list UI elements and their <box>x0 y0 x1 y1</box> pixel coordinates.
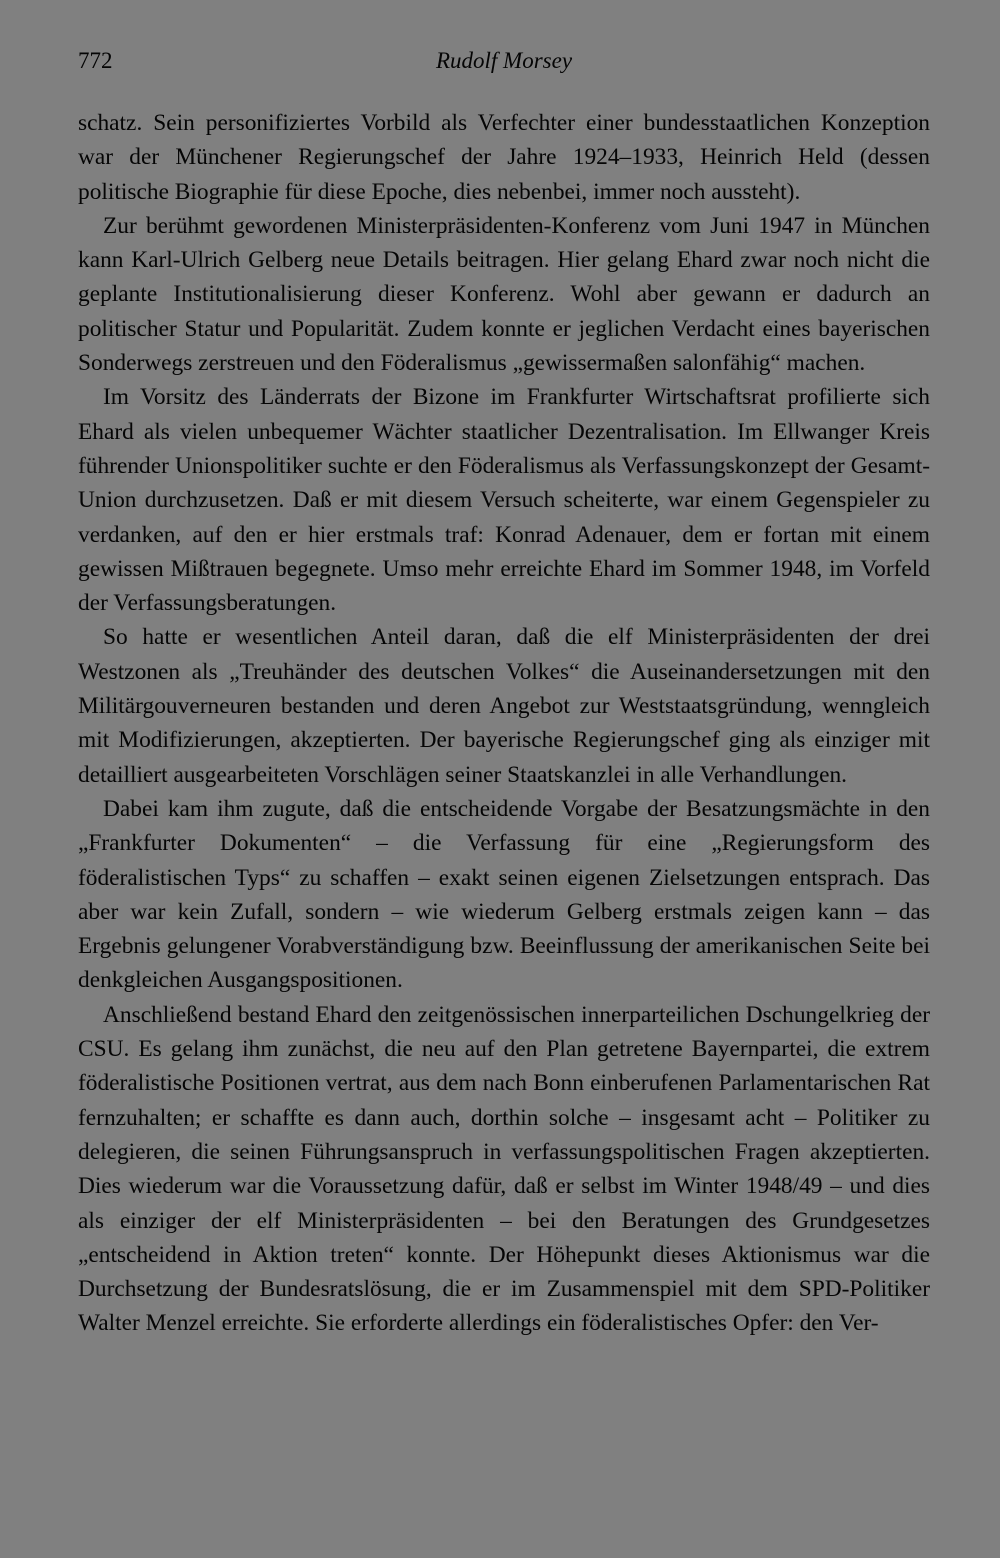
page-number: 772 <box>78 48 113 73</box>
page-header <box>78 44 930 78</box>
running-title: Rudolf Morsey <box>435 48 573 73</box>
paragraph-6: Anschließend bestand Ehard den zeitgenössischen innerparteilichen Dschungelkrieg der CSU. Es gelang ihm zunächst, die neu auf den Plan getretene Bayernpartei, die extrem föderalistische Positionen vertrat, aus dem nach Bonn einberufenen Parlamentarischen Rat fernzuhalten; er schaffte es dann auch, dorthin solche – insgesamt acht – Politiker zu delegieren, die seinen Führungsanspruch in verfassungspolitischen Fragen akzeptierten. Dies wiederum war die Voraussetzung dafür, daß er selbst im Winter 1948/49 – und dies als einziger der elf Ministerpräsidenten – bei den Beratungen des Grundgesetzes „entscheidend in Aktion treten“ konnte. Der Höhepunkt dieses Aktionismus war die Durchsetzung der Bundesratslösung, die er im Zusammenspiel mit dem SPD-Politiker Walter Menzel erreichte. Sie erforderte allerdings ein föderalistisches Opfer: den Ver- <box>78 1001 930 1337</box>
paragraph-1: schatz. Sein personifiziertes Vorbild als Verfechter einer bundesstaatlichen Konzeption war der Münchener Regierungschef der Jahre 1924–1933, Heinrich Held (dessen politische Biographie für diese Epoche, dies nebenbei, immer noch aussteht). <box>78 110 930 205</box>
paragraph-2: Zur berühmt gewordenen Ministerpräsidenten-Konferenz vom Juni 1947 in München kann Karl-Ulrich Gelberg neue Details beitragen. Hier gelang Ehard zwar noch nicht die geplante Institutionalisierung dieser Konferenz. Wohl aber gewann er dadurch an politischer Statur und Popularität. Zudem konnte er jeglichen Verdacht eines bayerischen Sonderwegs zerstreuen und den Föderalismus „gewissermaßen salonfähig“ machen. <box>78 212 930 377</box>
paragraph-3: Im Vorsitz des Länderrats der Bizone im Frankfurter Wirtschaftsrat profilierte sich Ehard als vielen unbequemer Wächter staatlicher Dezentralisation. Im Ellwanger Kreis führender Unionspolitiker suchte er den Föderalismus als Verfassungskonzept der Gesamt-Union durchzusetzen. Daß er mit diesem Versuch scheiterte, war einem Gegenspieler zu verdanken, auf den er hier erstmals traf: Konrad Adenauer, dem er fortan mit einem gewissen Mißtrauen begegnete. Umso mehr erreichte Ehard im Sommer 1948, im Vorfeld der Verfassungsberatungen. <box>78 384 930 617</box>
paragraph-5: Dabei kam ihm zugute, daß die entscheidende Vorgabe der Besatzungsmächte in den „Frankfurter Dokumenten“ – die Verfassung für eine „Regierungsform des föderalistischen Typs“ zu schaffen – exakt seinen eigenen Zielsetzungen entsprach. Das aber war kein Zufall, sondern – wie wiederum Gelberg erstmals zeigen kann – das Ergebnis gelungener Vorabverständigung bzw. Beeinflussung der amerikanischen Seite bei denkgleichen Ausgangspositionen. <box>78 795 930 994</box>
paragraph-4: So hatte er wesentlichen Anteil daran, daß die elf Ministerpräsidenten der drei Westzonen als „Treuhänder des deutschen Volkes“ die Auseinandersetzungen mit den Militärgouverneuren bestanden und deren Angebot zur Weststaatsgründung, wenngleich mit Modifizierungen, akzeptierten. Der bayerische Regierungschef ging als einziger mit detailliert ausgearbeiteten Vorschlägen seiner Staatskanzlei in alle Verhandlungen. <box>78 624 930 788</box>
body-text <box>78 106 930 1341</box>
